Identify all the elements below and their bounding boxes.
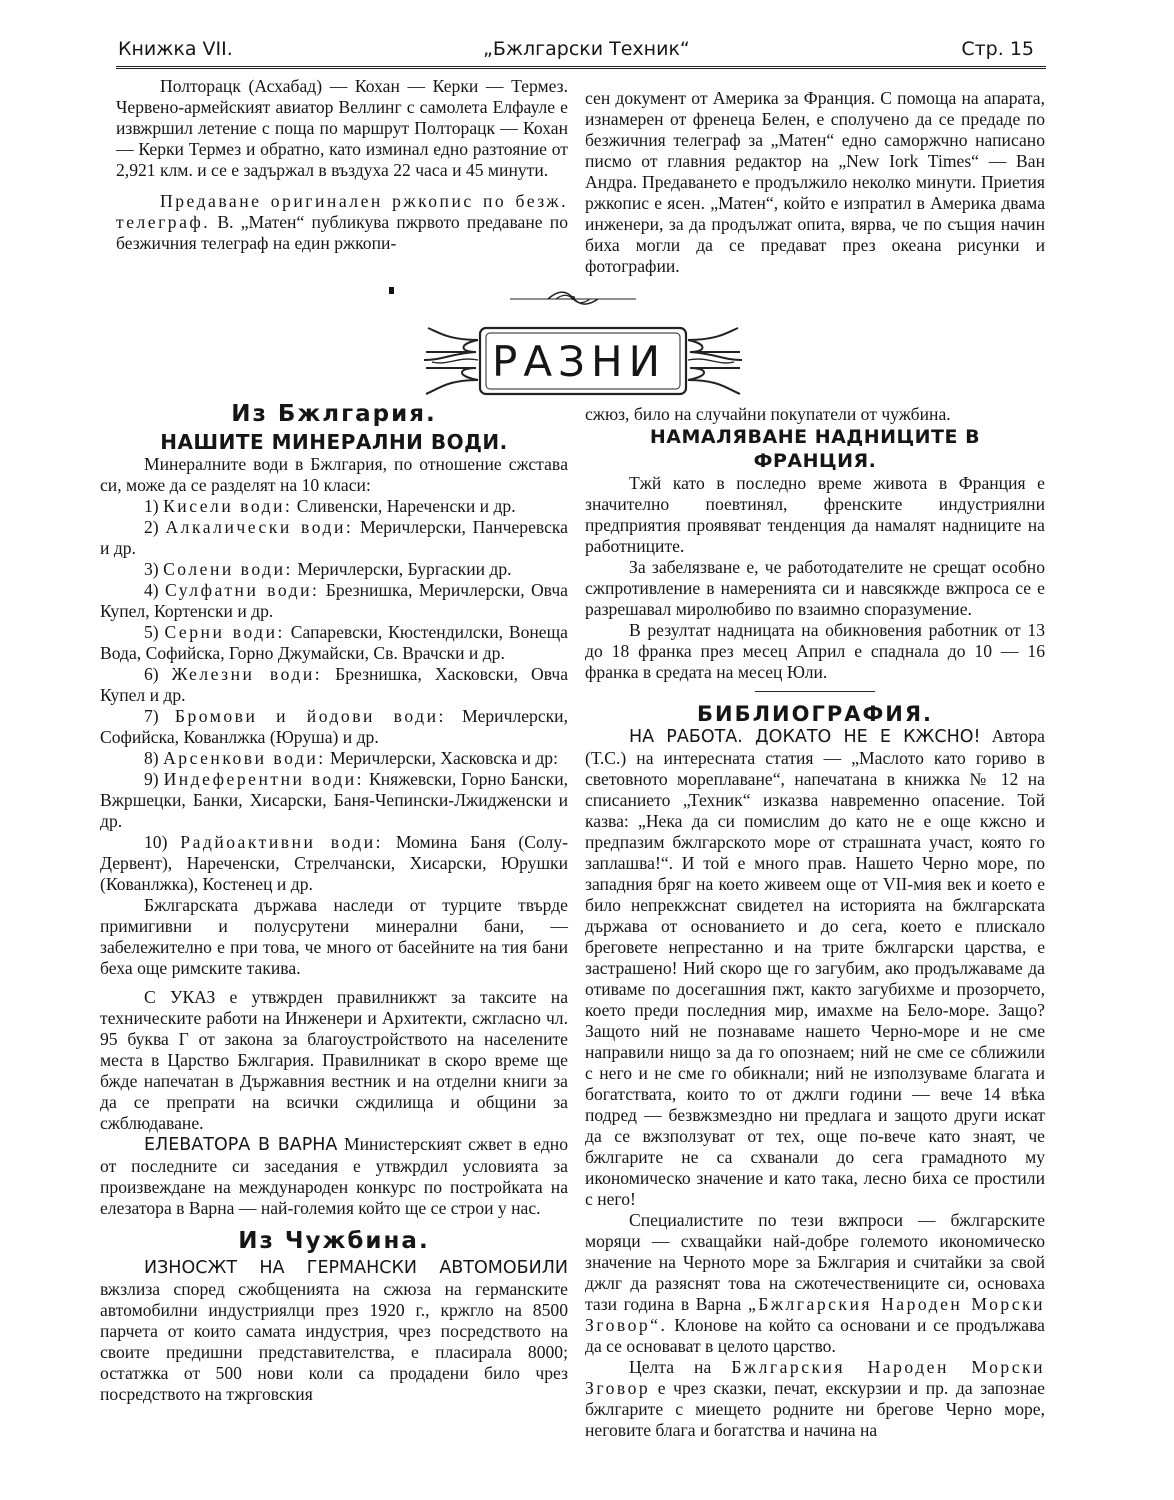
- manuscript-paragraph: [116, 191, 568, 254]
- mineral-outro: Бжлгарската държава наследи от турците твърде примигивни и полусрутени минерални бани, — забележително е при това, че много от басейните на тия бани беха още римските такива.: [100, 895, 568, 978]
- mineral-class-item: [100, 580, 568, 622]
- elevator-text: Министерският сжвет в едно от последните си заседания е утвжрдил условията за произвеждане на международен конкурс по постройката на елезатора в Варна — най-големия който ще се строи у нас.: [100, 1134, 569, 1218]
- export-paragraph: [100, 1257, 568, 1405]
- class-number: 10): [144, 832, 168, 852]
- wages-paragraph-3: В резултат надницата на обикновения работник от 13 до 18 франка през месец Април е спаднала до 10 — 16 франка в средата на месец Юли.: [585, 620, 1045, 682]
- class-name: Железни води:: [171, 664, 323, 684]
- class-name: Солени води:: [163, 559, 293, 579]
- class-text: Сапаревски, Кюстендилски, Вонеща Вода, Софийска, Горно Джумайски, Св. Врачски и др.: [100, 622, 568, 663]
- mineral-class-item: [100, 664, 568, 706]
- bibliography-heading: НА РАБОТА. ДОКАТО НЕ Е КЖСНО!: [629, 727, 981, 747]
- top-left-column: [116, 76, 568, 254]
- right-column: [585, 404, 1045, 1441]
- bibliography-text: Целта на: [629, 1357, 712, 1377]
- section-bulgaria-heading: Из Бжлгария.: [231, 401, 437, 427]
- top-right-column: [585, 88, 1045, 277]
- class-name: Алкалически води:: [165, 517, 354, 537]
- mineral-class-item: [100, 748, 568, 769]
- bibliography-text: Специалистите по тези вжпроси — бжлгарските моряци — схващайки най-добре големото икономическо значение на Черното море за Бжлгария и считайки за свой джлг да разяснят това на сжотечествениците си, основаха тази година в Варна: [585, 1210, 1045, 1314]
- mineral-intro: Минералните води в Бжлгария, по отношение сжставa си, може да се разделят на 10 класи:: [100, 454, 568, 495]
- bibliography-paragraph-3: [585, 1357, 1045, 1441]
- section-abroad-heading: Из Чужбина.: [238, 1228, 430, 1254]
- ukaz-paragraph: С УКАЗ е утвжрден правилникжт за таксите на техническите работи на Инженери и Архитекти, сжгласно чл. 95 буква Г от закона за благоустройството на населените места в Царство Бжлгария. Правилникат в скоро време ще бжде напечатан в Държавния вестник и на отделни книги за да се препрати на всички сждилища и общини за сжблюдаване.: [100, 987, 568, 1133]
- class-number: 6): [144, 664, 159, 684]
- banner-title: РАЗНИ: [492, 337, 666, 386]
- class-text: Меричлерски, Хасковска и др:: [330, 748, 558, 768]
- running-header: [118, 38, 1034, 68]
- manuscript-heading: Предаване оригинален ржкопис по безж. телеграф.: [116, 191, 568, 232]
- class-text: Сливенски, Нареченски и др.: [296, 496, 516, 516]
- mineral-class-item: [100, 832, 568, 895]
- bibliography-text: е чрез сказки, печат, екскурзии и пр. да запознае бжлгарите с миещето родните ни брегове Черно море, неговите блага и богатства и начина на: [585, 1378, 1045, 1440]
- mineral-class-item: [100, 622, 568, 664]
- class-number: 3): [144, 559, 159, 579]
- class-text: Брезнишка, Меричлерски, Овча Купел, Кортенски и др.: [100, 580, 568, 621]
- class-text: Момина Баня (Солу-Дервент), Нареченски, Стрелчански, Хисарски, Юрушки (Кованлжка), Костенец и др.: [100, 832, 568, 894]
- manuscript-text: В. „Матен“ публикува пжрвото предаване по безжичния телеграф на един ржкопи-: [116, 212, 568, 253]
- bibliography-paragraph-2: [585, 1210, 1045, 1357]
- section-divider: [755, 691, 875, 692]
- class-name: Сулфатни води:: [164, 580, 320, 600]
- mineral-waters-title: НАШИТЕ МИНЕРАЛНИ ВОДИ.: [160, 430, 508, 454]
- class-text: Меричлерски, Панчеревска и др.: [100, 517, 568, 558]
- separator-ornament: [508, 288, 638, 308]
- header-rule: [116, 66, 1046, 69]
- mineral-class-item: [100, 517, 568, 559]
- issue-label: Книжка VII.: [118, 38, 233, 60]
- class-name: Радйоактивни води:: [180, 832, 383, 852]
- mineral-class-item: [100, 496, 568, 517]
- manuscript-continuation: сен документ от Америка за Франция. С помоща на апарата, изнамерен от френеца Белен, е сполучено да се предаде по безжичния телеграф за „Матен“ едно саморжчно написано писмо от главния редактор на „New Iork Times“ — Ван Андра. Предаването е продължило неколко минути. Приетия ржкопис е ясен. „Матен“, който е изпратил в Америка двама инженери, за да продължат опита, вярва, че по същия начин биха могли да се предават през океана рисунки и фотографии.: [585, 88, 1045, 276]
- class-name: Индеферентни води:: [163, 769, 365, 789]
- class-number: 7): [144, 706, 159, 726]
- export-continuation: сжюз, било на случайни покупатели от чужбина.: [585, 404, 951, 424]
- class-number: 9): [144, 769, 159, 789]
- page-number: Стр. 15: [961, 38, 1034, 60]
- organization-name: „Бжлгарския Народен Морски Зговор“.: [585, 1294, 1045, 1335]
- class-name: Кисели води:: [163, 496, 293, 516]
- aviation-paragraph: Полторацк (Асхабад) — Кохан — Керки — Термез. Червено-армейският авиатор Веллинг с самолета Елфауле е извжршил летение с поща по маршрут Полторацк — Кохан — Керки Термез и обратно, като изминал едно разтояние от 2,921 клм. и се е задържал в въздуха 22 часа и 45 минути.: [116, 76, 568, 180]
- wages-title: НАМАЛЯВАНЕ НАДНИЦИТЕ В ФРАНЦИЯ.: [649, 426, 981, 472]
- bibliography-paragraph-1: [585, 726, 1045, 1210]
- class-name: Серни води:: [164, 622, 285, 642]
- class-text: Меричлерски, Софийска, Кованлжка (Юруша) и др.: [100, 706, 568, 747]
- class-number: 5): [144, 622, 159, 642]
- class-text: Княжевски, Горно Бански, Вжршецки, Банки, Хисарски, Баня-Чепински-Лжидженски и др.: [100, 769, 569, 831]
- class-name: Арсенкови води:: [163, 748, 326, 768]
- export-heading: ИЗНОСЖТ НА ГЕРМАНСКИ АВТОМОБИЛИ: [144, 1258, 568, 1278]
- export-text: вжзлиза според сжобщенията на сжюза на германските автомобилни индустриялци през 1920 г., кржгло на 8500 парчета от които самата индустрия, чрез посредството на своите предишни представителства, е пласирала 8000; остатжка от 500 нови коли са продадени било чрез посредството на тжрговския: [100, 1279, 568, 1404]
- journal-title: „Бжлгарски Техник“: [483, 38, 690, 60]
- class-name: Бромови и йодови води:: [174, 706, 446, 726]
- class-text: Меричлерски, Бургаскии др.: [297, 559, 512, 579]
- bibliography-title: БИБЛИОГРАФИЯ.: [696, 702, 934, 726]
- organization-name: Бжлгарския Народен Морски Зговор: [585, 1357, 1045, 1398]
- mineral-class-item: [100, 559, 568, 580]
- elevator-paragraph: [100, 1134, 568, 1219]
- wages-paragraph-1: Тжй като в последно време живота в Франция е значително поевтинял, френските индустриялни предприятия проявяват тенденция да намалят надниците на работниците.: [585, 473, 1045, 556]
- left-column: [100, 398, 568, 1405]
- class-number: 4): [144, 580, 159, 600]
- class-text: Брезнишка, Хасковски, Овча Купел и др.: [100, 664, 569, 705]
- mineral-class-item: [100, 706, 568, 748]
- bibliography-text: Клонове на който са основани и се продължава да се основават в целото царство.: [585, 1315, 1045, 1356]
- bibliography-text: Автора (Т.С.) на интересната статия — „Маслото като гориво в световното мореплаване“, напечатана в книжка № 12 на списанието „Техник“ изказва навременно опасение. Той казва: „Нека да си помислим до като не е още кжсно и предпазим бжлгарското море от страшната участ, която го заплашва!“. И той е много прав. Нашето Черно море, по западния бряг на което живеем още от VII-мия век и което е било непрекжснат свидетел на историята на бжлгарската държава от основанието и до сега, което е плискало бреговете непрестанно и на трите бжлгарски царства, е застрашено! Ний скоро ще го загубим, ако продължаваме да отиваме по досегашния пжт, както загубихме и прозорчето, което преди последния мир, имахме на Бело-море. Защо? Защото ний не познаваме нашето Черно-море и не сме направили нищо за да го опознаем; ний не сме се сближили с него и не сме го обикнали; ний не използуваме благата и богатствата, които то от джлги години — вече 14 вѣка подред — безвжзмездно ни предлага и защото други искат да се вжзползуват от тех, още по-вече като знаят, че бжлгарите не са схванали до сега грамадното му икономическо значение и като така, лесно биха се простили с него!: [585, 726, 1045, 1209]
- ornament-dot: [389, 287, 394, 294]
- wages-paragraph-2: За забелязване е, че работодателите не срещат особно сжпротивление в намеренията си и навсякжде вжпроса се е разрешавал миролюбиво по взаимно споразумение.: [585, 557, 1045, 619]
- mineral-class-item: [100, 769, 568, 832]
- class-number: 2): [144, 517, 159, 537]
- elevator-heading: ЕЛЕВАТОРА В ВАРНА: [144, 1135, 338, 1155]
- class-number: 1): [144, 496, 159, 516]
- class-number: 8): [144, 748, 159, 768]
